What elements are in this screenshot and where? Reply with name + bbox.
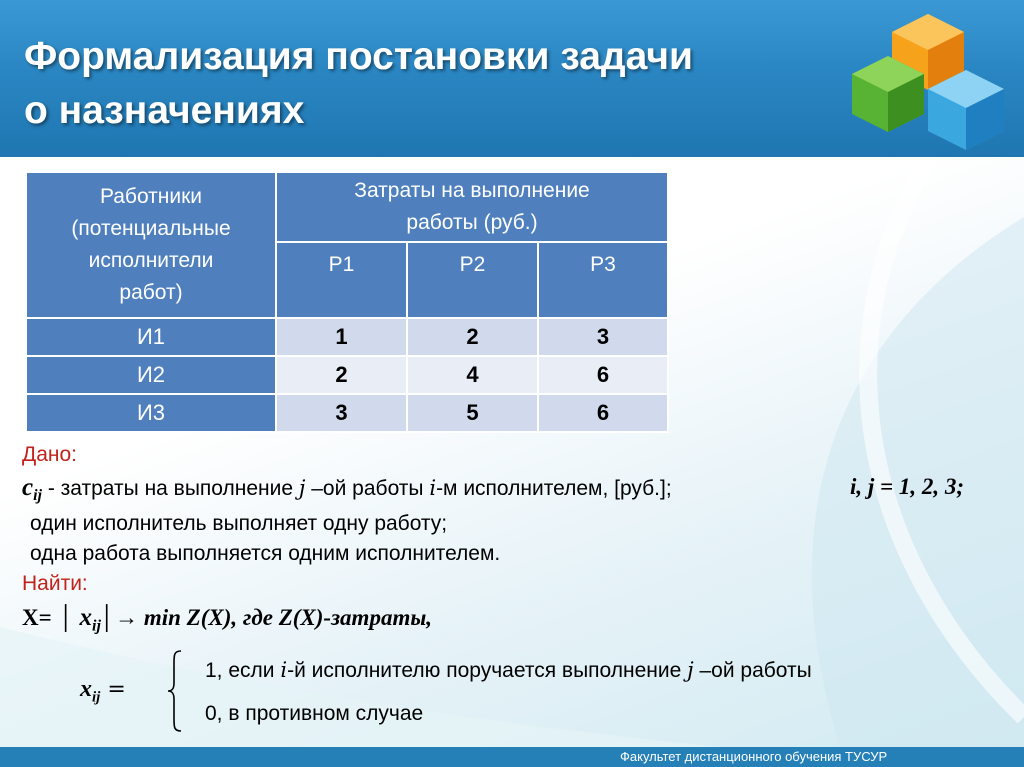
table-cell: 3 — [538, 318, 668, 356]
table-cell: 2 — [276, 356, 407, 394]
objective-formula: X= │ $x_{ij}│\to \min Z(X)$, где Z(X)-затраты, — [22, 604, 433, 635]
given-label: Дано: — [22, 443, 78, 466]
cost-definition: $c_{ij}$ - затраты на выполнение j –ой работы i-м исполнителем, [руб.]; — [22, 474, 672, 505]
table-cell: 6 — [538, 356, 668, 394]
table-row — [26, 356, 668, 394]
row-label: И3 — [26, 394, 276, 432]
xij-lhs: $x_{ij}$ = — [80, 676, 126, 706]
curly-brace — [165, 649, 185, 733]
cost-header: Затраты на выполнение работы (руб.) — [276, 172, 668, 242]
row-label: И1 — [26, 318, 276, 356]
c-symbol: c — [22, 474, 34, 501]
header-p2: Р2 — [407, 242, 538, 318]
cost-table — [25, 171, 669, 433]
table-cell: 6 — [538, 394, 668, 432]
slide-title-line1: Формализация постановки задачи — [24, 35, 693, 78]
c-subscript: ij — [33, 487, 42, 505]
table-cell: 1 — [276, 318, 407, 356]
constraint-one-job: одна работа выполняется одним исполнителем. — [30, 542, 501, 565]
case-zero: 0, в противном случае — [205, 702, 424, 725]
table-cell: 2 — [407, 318, 538, 356]
footer-text: Факультет дистанционного обучения ТУСУР — [620, 749, 888, 764]
header-p3: Р3 — [538, 242, 668, 318]
constraint-one-worker: один исполнитель выполняет одну работу; — [30, 512, 448, 535]
row-label: И2 — [26, 356, 276, 394]
header-p1: Р1 — [276, 242, 407, 318]
table-cell: 4 — [407, 356, 538, 394]
table-cell: 3 — [276, 394, 407, 432]
index-range: i, j = 1, 2, 3; — [850, 474, 965, 499]
table-row — [26, 394, 668, 432]
table-row — [26, 318, 668, 356]
case-one: 1, если i-й исполнителю поручается выполнение j –ой работы — [205, 658, 812, 682]
find-label: Найти: — [22, 572, 88, 595]
table-cell: 5 — [407, 394, 538, 432]
cubes-logo-icon — [838, 6, 1018, 156]
slide-title — [24, 30, 814, 138]
slide-title-line2: о назначениях — [24, 89, 305, 132]
workers-header: Работники (потенциальные исполнители работ) — [26, 172, 276, 318]
header-band — [0, 0, 1024, 157]
